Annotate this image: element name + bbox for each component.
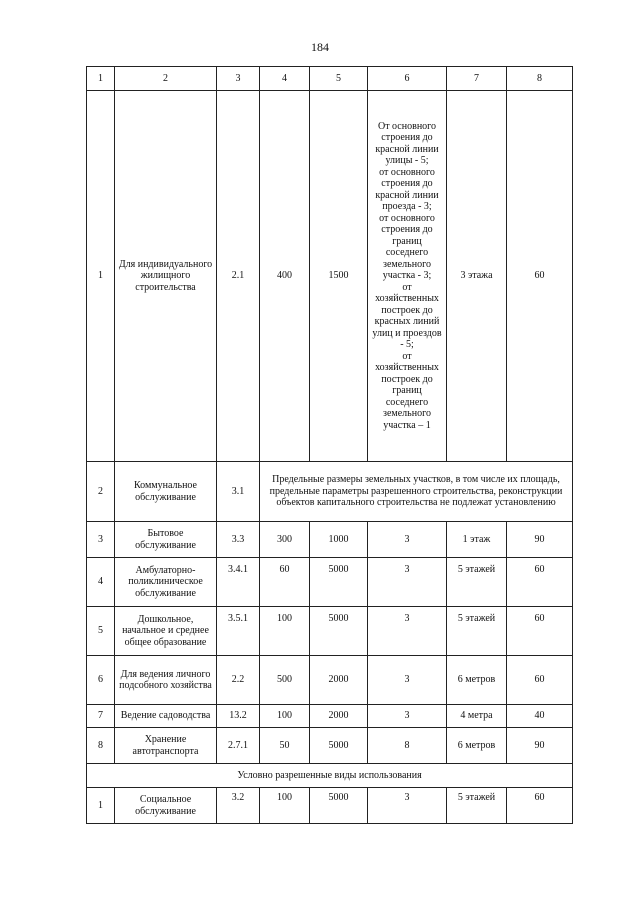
header-cell: 3 (217, 67, 260, 91)
classifier-code: 2.7.1 (217, 728, 260, 764)
setback-list (368, 91, 447, 462)
classifier-code: 3.3 (217, 522, 260, 558)
use-type-name: Для индивидуального жилищного строительства (115, 91, 217, 462)
table-row (87, 558, 573, 607)
classifier-code: 13.2 (217, 705, 260, 728)
classifier-code: 3.2 (217, 788, 260, 824)
use-type-name: Социальное обслуживание (115, 788, 217, 824)
max-area: 5000 (310, 788, 368, 824)
max-coverage: 40 (507, 705, 573, 728)
table-row (87, 91, 573, 462)
use-type-name: Коммунальное обслуживание (115, 462, 217, 522)
max-coverage: 90 (507, 728, 573, 764)
header-cell: 8 (507, 67, 573, 91)
max-area: 5000 (310, 558, 368, 607)
header-cell: 7 (447, 67, 507, 91)
classifier-code: 3.1 (217, 462, 260, 522)
row-number: 2 (87, 462, 115, 522)
use-type-name: Ведение садоводства (115, 705, 217, 728)
min-area: 100 (260, 607, 310, 656)
max-coverage: 60 (507, 607, 573, 656)
max-coverage: 60 (507, 558, 573, 607)
min-area: 300 (260, 522, 310, 558)
min-area: 60 (260, 558, 310, 607)
max-area: 5000 (310, 728, 368, 764)
setback-item: от хозяйственных построек до границ соседнего земельного участка – 1 (375, 350, 439, 431)
row-number: 6 (87, 656, 115, 705)
max-area: 1500 (310, 91, 368, 462)
max-area: 1000 (310, 522, 368, 558)
row-number: 3 (87, 522, 115, 558)
max-area: 2000 (310, 705, 368, 728)
min-area: 400 (260, 91, 310, 462)
setback: 3 (368, 705, 447, 728)
table-header-row (87, 67, 573, 91)
row-number: 5 (87, 607, 115, 656)
row-number: 8 (87, 728, 115, 764)
section-title: Условно разрешенные виды использования (87, 764, 573, 788)
table-row (87, 705, 573, 728)
setback-item: от основного строения до границ соседнего земельного участка - 3; (379, 212, 435, 282)
classifier-code: 2.1 (217, 91, 260, 462)
use-type-name: Для ведения личного подсобного хозяйства (115, 656, 217, 705)
header-cell: 4 (260, 67, 310, 91)
min-area: 500 (260, 656, 310, 705)
table-row (87, 522, 573, 558)
use-type-name: Амбулаторно-поликлиническое обслуживание (115, 558, 217, 607)
max-floors: 4 метра (447, 705, 507, 728)
header-cell: 1 (87, 67, 115, 91)
max-area: 5000 (310, 607, 368, 656)
min-area: 100 (260, 705, 310, 728)
setback-item: от основного строения до красной линии проезда - 3; (375, 166, 439, 213)
section-row (87, 764, 573, 788)
max-floors: 6 метров (447, 656, 507, 705)
row-number: 1 (87, 788, 115, 824)
max-floors: 5 этажей (447, 607, 507, 656)
setback-item: От основного строения до красной линии улицы - 5; (375, 120, 439, 167)
use-type-name: Бытовое обслуживание (115, 522, 217, 558)
min-area: 50 (260, 728, 310, 764)
max-floors: 5 этажей (447, 788, 507, 824)
max-floors: 6 метров (447, 728, 507, 764)
header-cell: 2 (115, 67, 217, 91)
header-cell: 5 (310, 67, 368, 91)
max-area: 2000 (310, 656, 368, 705)
max-floors: 3 этажа (447, 91, 507, 462)
max-coverage: 90 (507, 522, 573, 558)
max-floors: 5 этажей (447, 558, 507, 607)
setback: 3 (368, 788, 447, 824)
header-cell: 6 (368, 67, 447, 91)
setback: 3 (368, 522, 447, 558)
table-row (87, 728, 573, 764)
land-use-table (86, 66, 573, 824)
max-coverage: 60 (507, 656, 573, 705)
row-number: 7 (87, 705, 115, 728)
setback: 8 (368, 728, 447, 764)
use-type-name: Хранение автотранспорта (115, 728, 217, 764)
table-row (87, 788, 573, 824)
max-coverage: 60 (507, 91, 573, 462)
setback: 3 (368, 656, 447, 705)
classifier-code: 3.5.1 (217, 607, 260, 656)
parameters-note: Предельные размеры земельных участков, в том числе их площадь, предельные параметры разрешенного строительства, реконструкции объектов капитального строительства не подлежат установлению (260, 462, 573, 522)
max-coverage: 60 (507, 788, 573, 824)
table-row (87, 607, 573, 656)
min-area: 100 (260, 788, 310, 824)
max-floors: 1 этаж (447, 522, 507, 558)
row-number: 1 (87, 91, 115, 462)
classifier-code: 2.2 (217, 656, 260, 705)
setback: 3 (368, 607, 447, 656)
row-number: 4 (87, 558, 115, 607)
setback-item: от хозяйственных построек до красных линий улиц и проездов - 5; (372, 281, 442, 351)
use-type-name: Дошкольное, начальное и среднее общее образование (115, 607, 217, 656)
classifier-code: 3.4.1 (217, 558, 260, 607)
page-number: 184 (311, 40, 329, 54)
table-row (87, 656, 573, 705)
setback: 3 (368, 558, 447, 607)
table-row (87, 462, 573, 522)
